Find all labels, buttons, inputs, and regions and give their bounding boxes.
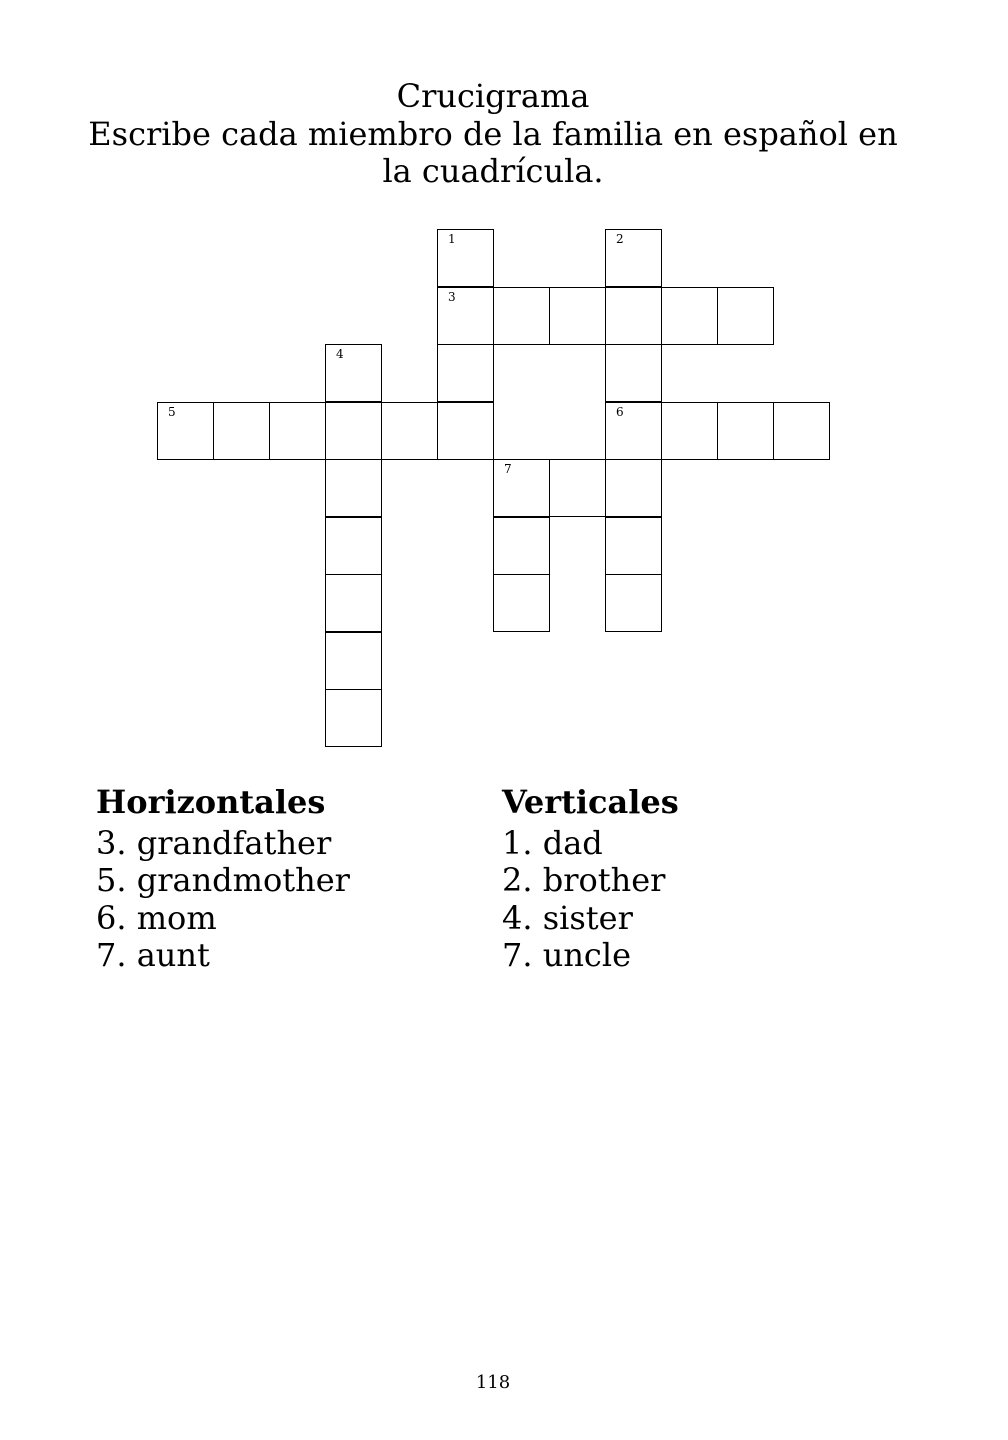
- crossword-cell[interactable]: [325, 517, 382, 575]
- crossword-cell[interactable]: [381, 402, 438, 460]
- across-clues: [96, 784, 476, 975]
- crossword-cell[interactable]: [661, 287, 718, 345]
- instruction-line-1: Escribe cada miembro de la familia en español en: [88, 114, 898, 153]
- down-clue: 4. sister: [502, 898, 633, 937]
- across-clue: 7. aunt: [96, 936, 210, 974]
- crossword-cell[interactable]: [605, 574, 662, 632]
- crossword-cell[interactable]: [493, 459, 550, 517]
- crossword-cell[interactable]: [605, 344, 662, 402]
- clue-number: 4: [336, 347, 344, 361]
- crossword-cell[interactable]: [717, 287, 774, 345]
- clue-number: 1: [448, 232, 456, 246]
- clue-number: 7: [504, 462, 512, 476]
- clue-number: 3: [448, 289, 456, 304]
- crossword-cell[interactable]: [661, 402, 718, 460]
- clue-number: 6: [616, 404, 624, 419]
- crossword-cell[interactable]: [437, 344, 494, 402]
- crossword-cell[interactable]: [325, 689, 382, 747]
- clue-number: 2: [616, 232, 624, 246]
- down-clue: 2. brother: [502, 861, 666, 899]
- crossword-cell[interactable]: [493, 574, 550, 632]
- across-clue: 3. grandfather: [96, 823, 332, 862]
- down-clue: 7. uncle: [502, 936, 632, 974]
- across-clue: 5. grandmother: [96, 861, 350, 899]
- crossword-cell[interactable]: [773, 402, 830, 460]
- crossword-cell[interactable]: [437, 402, 494, 460]
- crossword-cell[interactable]: [157, 402, 214, 460]
- crossword-cell[interactable]: [605, 229, 662, 287]
- across-clue: 6. mom: [96, 898, 217, 937]
- crossword-cell[interactable]: [325, 632, 382, 690]
- crossword-cell[interactable]: [549, 287, 606, 345]
- crossword-cell[interactable]: [605, 517, 662, 575]
- crossword-cell[interactable]: [325, 459, 382, 517]
- crossword-cell[interactable]: [325, 574, 382, 632]
- crossword-cell[interactable]: [493, 517, 550, 575]
- crossword-cell[interactable]: [605, 287, 662, 345]
- crossword-cell[interactable]: [549, 459, 606, 517]
- crossword-cell[interactable]: [605, 459, 662, 517]
- crossword-cell[interactable]: [493, 287, 550, 345]
- crossword-cell[interactable]: [437, 229, 494, 287]
- down-clues: [502, 784, 882, 975]
- crossword-cell[interactable]: [437, 287, 494, 345]
- page-title: Crucigrama: [396, 77, 590, 115]
- crossword-cell[interactable]: [717, 402, 774, 460]
- page-number: 118: [475, 1372, 511, 1393]
- crossword-cell[interactable]: [213, 402, 270, 460]
- crossword-cell[interactable]: [325, 402, 382, 460]
- down-heading: Verticales: [502, 783, 679, 821]
- clue-number: 5: [168, 404, 176, 419]
- instruction-line-2: la cuadrícula.: [382, 152, 604, 190]
- crossword-cell[interactable]: [269, 402, 326, 460]
- down-clue: 1. dad: [502, 823, 603, 862]
- crossword-cell[interactable]: [605, 402, 662, 460]
- crossword-cell[interactable]: [325, 344, 382, 402]
- across-heading: Horizontales: [96, 783, 326, 821]
